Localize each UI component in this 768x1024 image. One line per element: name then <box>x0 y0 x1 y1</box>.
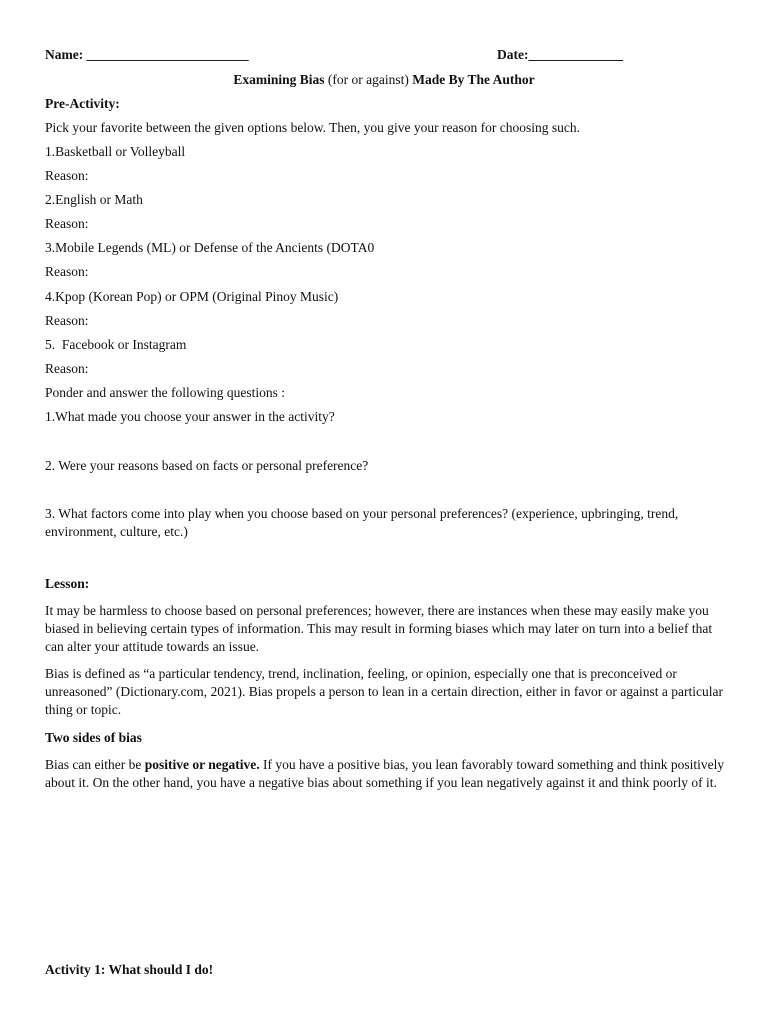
p3-bold: positive or negative. <box>144 757 260 772</box>
lesson-paragraph-3 <box>45 756 725 792</box>
pre-activity-heading: Pre-Activity: <box>45 96 120 111</box>
title-part2: (for or against) <box>324 72 413 87</box>
question-3: 3. What factors come into play when you choose based on your personal preferences? (experience, upbringing, trend, environment, culture, etc.) <box>45 506 679 540</box>
p3-pre: Bias can either be <box>45 757 145 772</box>
question-1: 1.What made you choose your answer in the activity? <box>45 409 335 424</box>
reason-4: Reason: <box>45 313 89 328</box>
option-1: 1.Basketball or Volleyball <box>45 144 186 159</box>
title-part1: Examining Bias <box>233 72 325 87</box>
option-5: 5. Facebook or Instagram <box>45 337 187 352</box>
date-line <box>497 46 623 64</box>
pre-activity-instruction: Pick your favorite between the given options below. Then, you give your reason for choosing such. <box>45 120 581 135</box>
p3-post: If you have a positive bias, you lean favorably toward something and think positively about it. On the other hand, you have a negative bias about something if you lean negatively against it and think poorly of it. <box>45 757 725 791</box>
question-2: 2. Were your reasons based on facts or personal preference? <box>45 458 369 473</box>
date-label: Date: <box>497 47 529 62</box>
ponder-instruction: Ponder and answer the following questions : <box>45 385 285 400</box>
title-part3: Made By The Author <box>412 72 535 87</box>
lesson-paragraph-2: Bias is defined as “a particular tendency, trend, inclination, feeling, or opinion, especially one that is preconceived or unreasoned” (Dictionary.com, 2021). Bias propels a person to lean in a certain direction, either in favor or against a particular thing or topic. <box>45 666 723 718</box>
option-4: 4.Kpop (Korean Pop) or OPM (Original Pinoy Music) <box>45 289 339 304</box>
lesson-paragraph-1: It may be harmless to choose based on personal preferences; however, there are instances when these may easily make you biased in believing certain types of information. This may result in forming biases which may later on turn into a belief that can alter your attitude towards an issue. <box>45 603 713 655</box>
name-blank: ________________________ <box>86 47 249 62</box>
activity-1-heading: Activity 1: What should I do! <box>45 962 214 977</box>
name-line <box>45 46 249 64</box>
option-3: 3.Mobile Legends (ML) or Defense of the Ancients (DOTA0 <box>45 240 375 255</box>
lesson-heading: Lesson: <box>45 576 90 591</box>
document-title <box>0 71 768 89</box>
reason-3: Reason: <box>45 264 89 279</box>
name-label: Name: <box>45 47 84 62</box>
two-sides-heading: Two sides of bias <box>45 730 142 745</box>
reason-5: Reason: <box>45 361 89 376</box>
reason-1: Reason: <box>45 168 89 183</box>
date-blank: ______________ <box>528 47 623 62</box>
option-2: 2.English or Math <box>45 192 143 207</box>
reason-2: Reason: <box>45 216 89 231</box>
